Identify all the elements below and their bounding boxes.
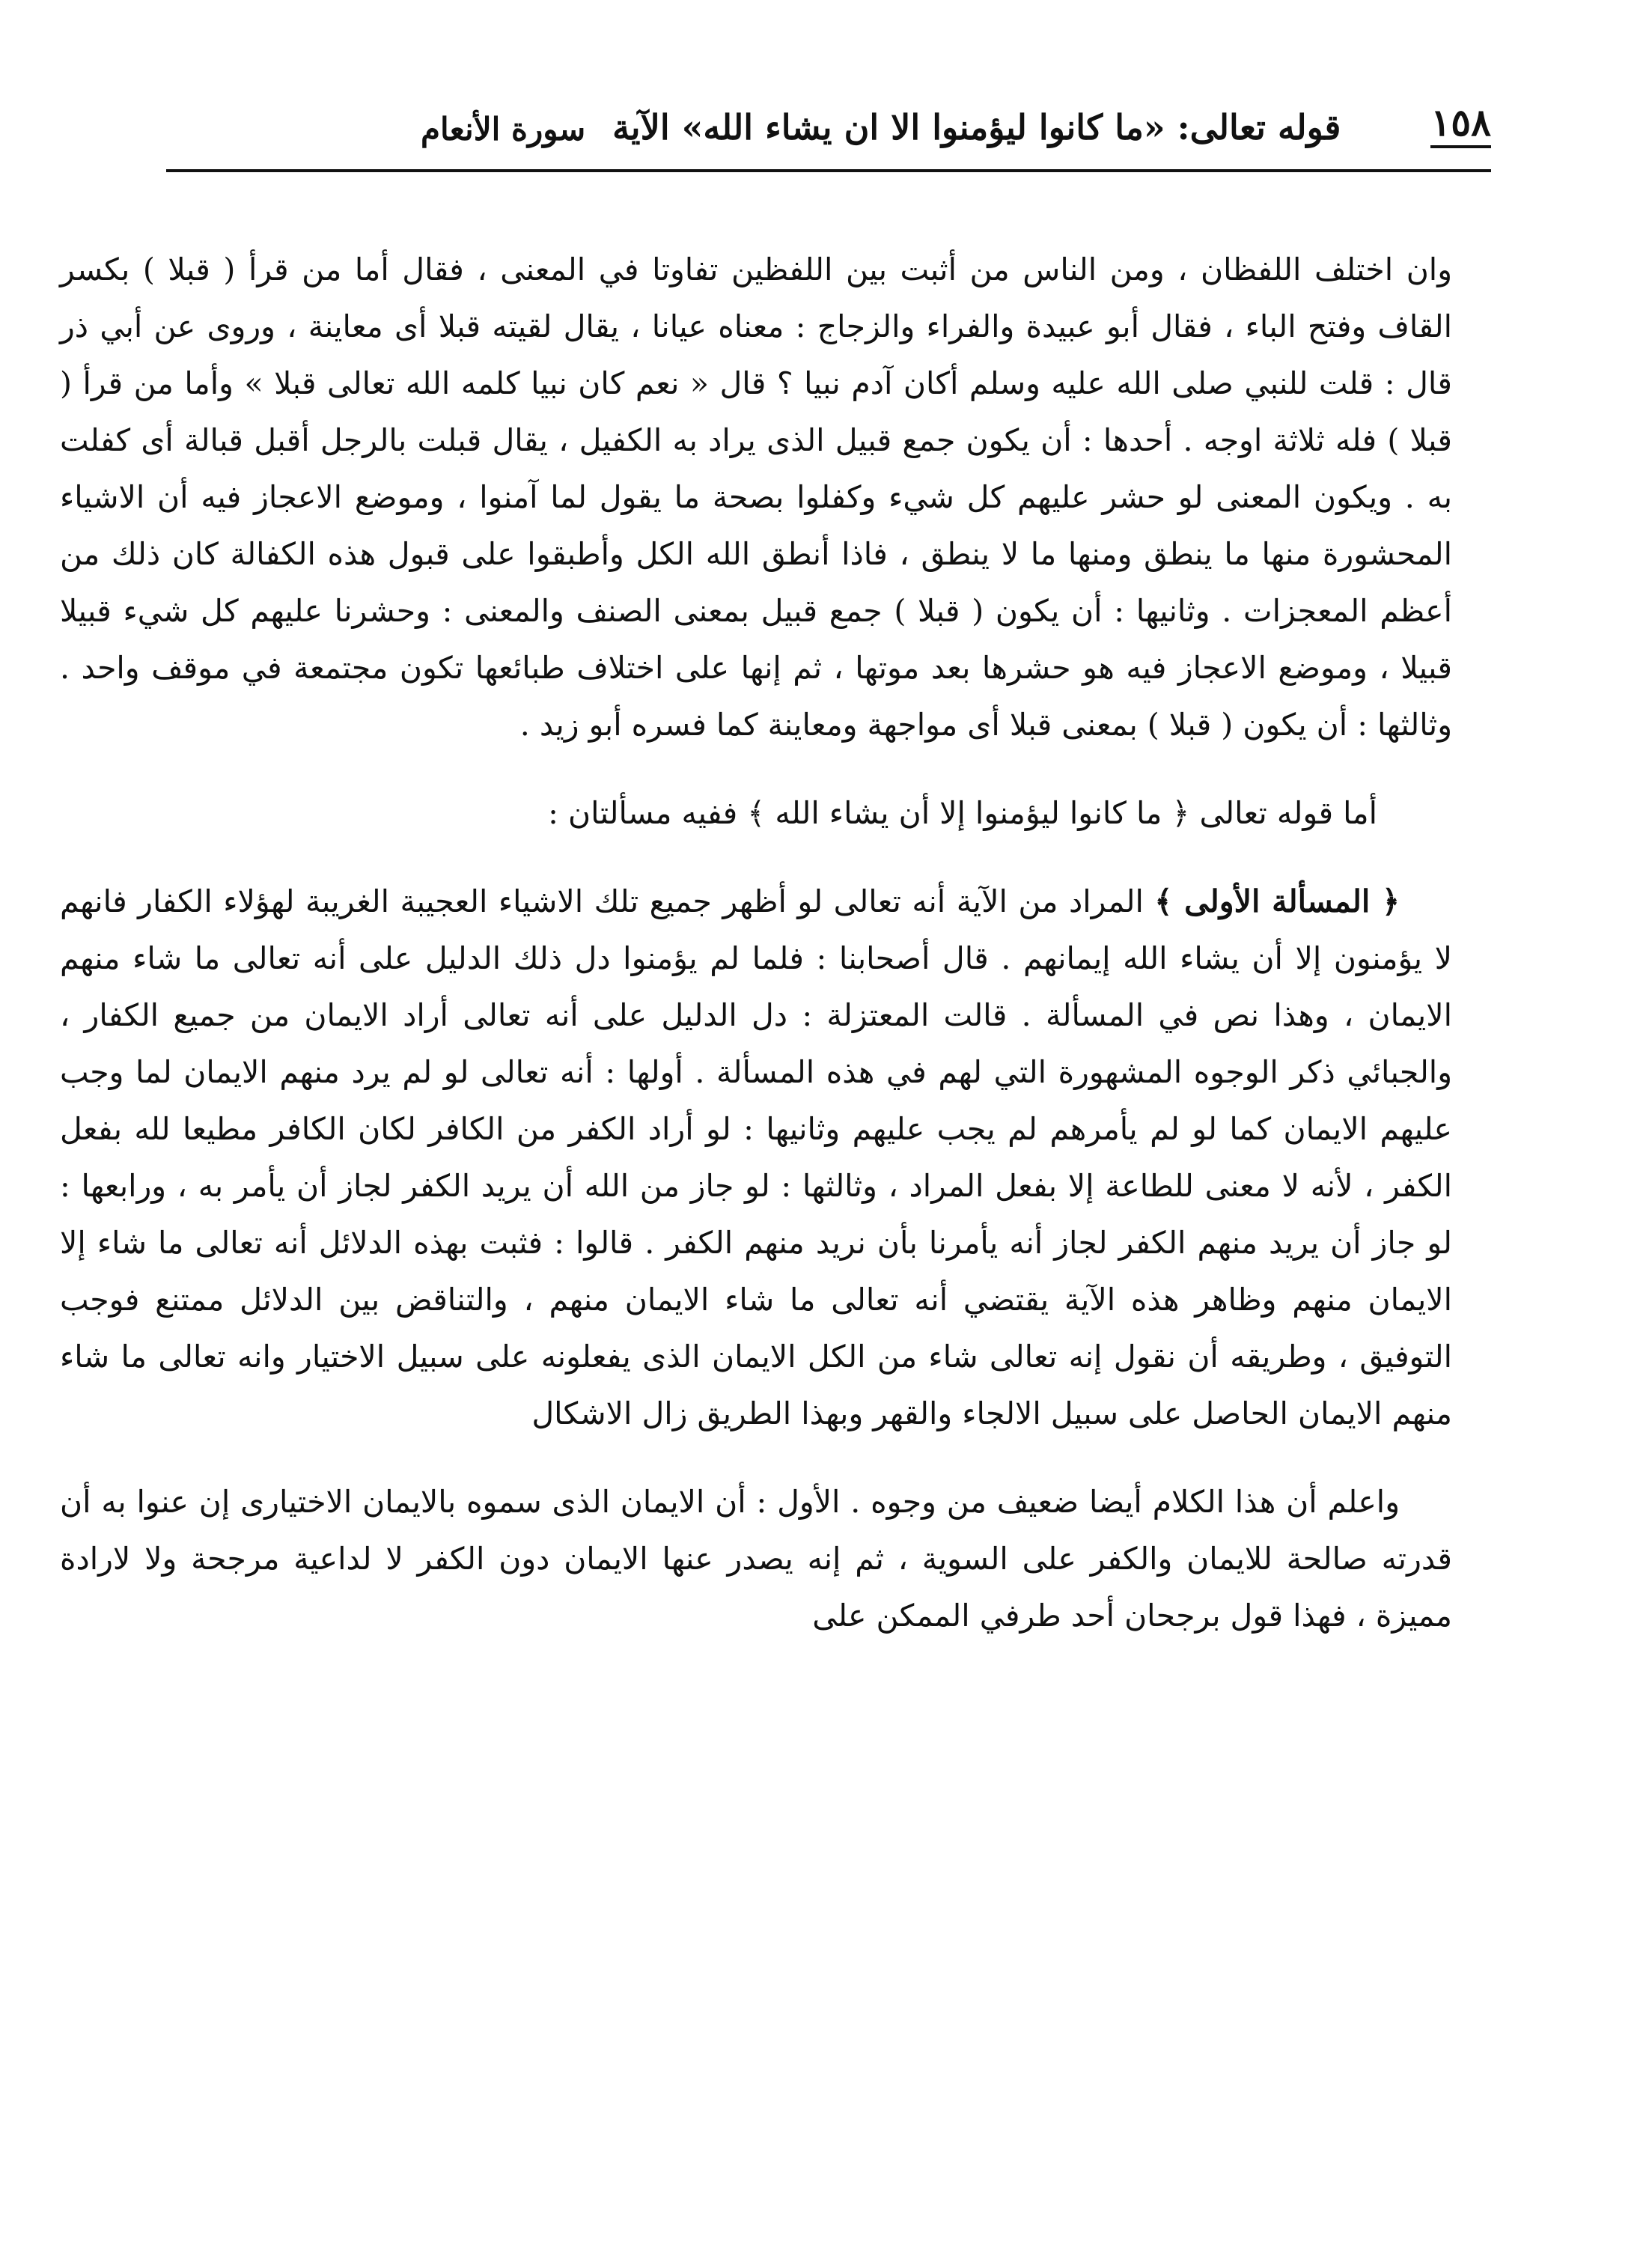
running-title: قوله تعالى: «ما كانوا ليؤمنوا الا ان يشاء الله» الآية	[612, 106, 1341, 147]
paragraph-4: واعلم أن هذا الكلام أيضا ضعيف من وجوه . الأول : أن الايمان الذى سموه بالايمان الاختيارى إن عنوا به أن قدرته صالحة للايمان والكفر على السوية ، ثم إنه يصدر عنها الايمان دون الكفر لا لداعية مرجحة ولا لارادة مميزة ، فهذا قول برجحان أحد طرفي الممكن على	[60, 1484, 1452, 1634]
running-head	[166, 88, 1491, 148]
paragraph-3-text: المراد من الآية أنه تعالى لو أظهر جميع تلك الاشياء العجيبة الغريبة لهؤلاء الكفار فانهم لا يؤمنون إلا أن يشاء الله إيمانهم . قال أصحابنا : فلما لم يؤمنوا دل ذلك الدليل على أنه تعالى ما شاء منهم الايمان ، وهذا نص في المسألة . قالت المعتزلة : دل الدليل على أنه تعالى أراد الايمان من جميع الكفار ، والجبائي ذكر الوجوه المشهورة التي لهم في هذه المسألة . أولها : أنه تعالى لو لم يرد منهم الايمان لما وجب عليهم الايمان كما لو لم يأمرهم لم يجب عليهم وثانيها : لو أراد الكفر من الكافر لكان الكافر مطيعا لله بفعل الكفر ، لأنه لا معنى للطاعة إلا بفعل المراد ، وثالثها : لو جاز من الله أن يريد الكفر لجاز أن يأمر به ، ورابعها : لو جاز أن يريد منهم الكفر لجاز أنه يأمرنا بأن نريد منهم الكفر . قالوا : فثبت بهذه الدلائل أنه تعالى ما شاء إلا الايمان منهم وظاهر هذه الآية يقتضي أنه تعالى ما شاء الايمان منهم ، والتناقض بين الدلائل ممتنع فوجب التوفيق ، وطريقه أن نقول إنه تعالى شاء من الكل الايمان الذى يفعلونه على سبيل الاختيار وانه تعالى ما شاء منهم الايمان الحاصل على سبيل الالجاء والقهر وبهذا الطريق زال الاشكال	[60, 883, 1452, 1431]
header-rule	[166, 169, 1491, 172]
body-text	[60, 241, 1452, 1644]
paragraph-3	[60, 873, 1452, 1442]
paragraph-1: وان اختلف اللفظان ، ومن الناس من أثبت بين اللفظين تفاوتا في المعنى ، فقال أما من قرأ ( قبلا ) بكسر القاف وفتح الباء ، فقال أبو عبيدة والفراء والزجاج : معناه عيانا ، يقال لقيته قبلا أى معاينة ، وروى عن أبي ذر قال : قلت للنبي صلى الله عليه وسلم أكان آدم نبيا ؟ قال « نعم كان نبيا كلمه الله تعالى قبلا » وأما من قرأ ( قبلا ) فله ثلاثة اوجه . أحدها : أن يكون جمع قبيل الذى يراد به الكفيل ، يقال قبلت بالرجل أقبل قبالة أى كفلت به . ويكون المعنى لو حشر عليهم كل شيء وكفلوا بصحة ما يقول لما آمنوا ، وموضع الاعجاز فيه أن الاشياء المحشورة منها ما ينطق ومنها ما لا ينطق ، فاذا أنطق الله الكل وأطبقوا على قبول هذه الكفالة كان ذلك من أعظم المعجزات . وثانيها : أن يكون ( قبلا ) جمع قبيل بمعنى الصنف والمعنى : وحشرنا عليهم كل شيء قبيلا قبيلا ، وموضع الاعجاز فيه هو حشرها بعد موتها ، ثم إنها على اختلاف طبائعها تكون مجتمعة في موقف واحد . وثالثها : أن يكون ( قبلا ) بمعنى قبلا أى مواجهة ومعاينة كما فسره أبو زيد .	[60, 252, 1452, 743]
surah-name: سورة الأنعام	[420, 110, 586, 147]
paragraph-2: أما قوله تعالى ﴿ ما كانوا ليؤمنوا إلا أن يشاء الله ﴾ ففيه مسألتان :	[548, 795, 1377, 831]
section-heading: ﴿ المسألة الأولى ﴾	[1154, 883, 1400, 919]
page-number: ١٥٨	[1430, 100, 1491, 148]
